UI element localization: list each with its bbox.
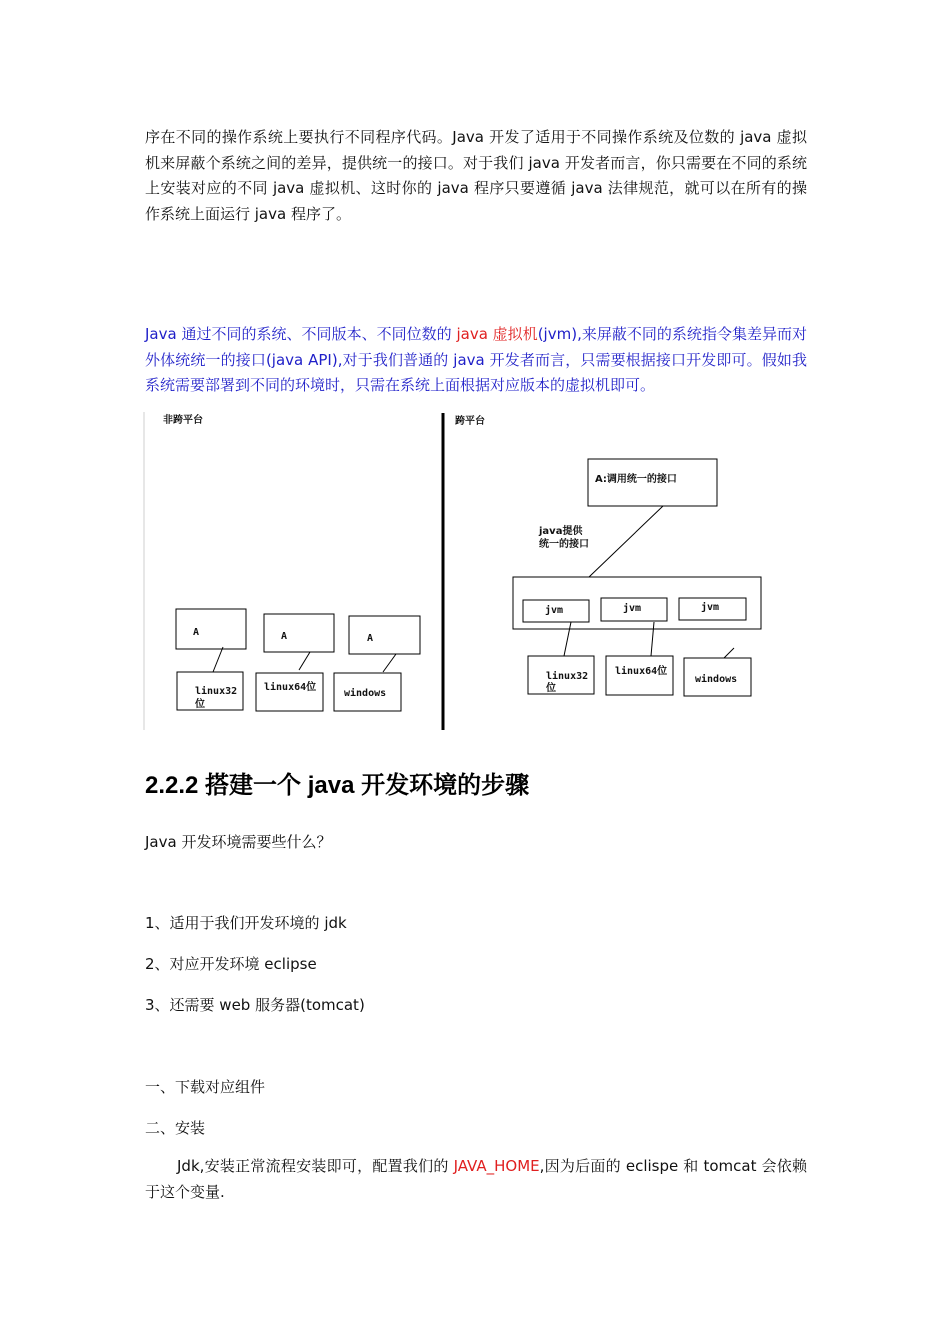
list-item: 2、对应开发环境 eclipse	[145, 955, 317, 973]
left-os-box	[177, 672, 243, 710]
svg-text:jvm: jvm	[701, 602, 720, 613]
svg-text:位: 位	[195, 699, 205, 710]
step-item: 二、安装	[145, 1119, 206, 1137]
annotation-line-2: 统一的接口	[539, 539, 589, 550]
svg-text:位: 位	[546, 683, 556, 694]
question-line: Java 开发环境需要些什么？	[145, 833, 332, 851]
jvm-connector	[564, 622, 571, 656]
svg-text:jvm: jvm	[623, 603, 642, 614]
jdk-paragraph-part2: ,因为后面的 eclispe 和 tomcat 会依赖于这个变量.	[145, 1157, 807, 1201]
left-os-box	[256, 673, 323, 711]
svg-text:A: A	[281, 631, 288, 642]
svg-text:jvm: jvm	[545, 605, 564, 616]
java-home-highlight: JAVA_HOME	[453, 1157, 540, 1175]
svg-text:linux32: linux32	[546, 671, 589, 682]
svg-text:linux64位: linux64位	[264, 682, 317, 693]
list-item: 3、还需要 web 服务器(tomcat)	[145, 996, 365, 1014]
left-title: 非跨平台	[163, 415, 203, 426]
left-connector	[383, 654, 396, 672]
jvm-connector	[651, 622, 654, 656]
svg-text:windows: windows	[344, 688, 387, 699]
section-heading: 2.2.2 搭建一个 java 开发环境的步骤	[145, 772, 530, 799]
annotation-line-1: java提供	[539, 526, 583, 537]
jvm-paragraph-part2: (jvm),来屏蔽不同的系统指令集差异而对外体统统一的接口(java API),对于我们普通的 java 开发者而言，只需要根据接口开发即可。假如我系统需要部署到不同的环境时，只需在系统上面根据对应版本的虚拟机即可。	[145, 325, 807, 394]
jvm-box	[601, 598, 667, 621]
svg-text:A: A	[367, 633, 374, 644]
jvm-box	[523, 600, 589, 622]
step-item: 一、下载对应组件	[145, 1078, 266, 1096]
svg-text:A:调用统一的接口: A:调用统一的接口	[595, 474, 677, 485]
right-os-box	[684, 658, 751, 696]
jvm-highlight: java 虚拟机	[456, 325, 538, 343]
left-os-box	[334, 673, 401, 711]
left-app-box	[349, 616, 420, 654]
platform-diagram	[143, 410, 763, 732]
right-os-box	[606, 656, 673, 695]
jvm-paragraph	[145, 322, 807, 399]
list-item: 1、适用于我们开发环境的 jdk	[145, 914, 347, 932]
left-app-box	[176, 609, 246, 649]
svg-text:linux32: linux32	[195, 686, 238, 697]
svg-text:linux64位: linux64位	[615, 666, 668, 677]
left-app-box	[264, 614, 334, 652]
svg-text:windows: windows	[695, 674, 738, 685]
right-os-box	[528, 656, 594, 694]
right-connector	[589, 506, 663, 577]
left-connector	[299, 652, 310, 670]
left-connector	[213, 647, 223, 672]
right-top-box	[588, 459, 717, 506]
intro-paragraph: 序在不同的操作系统上要执行不同程序代码。Java 开发了适用于不同操作系统及位数的 java 虚拟机来屏蔽个系统之间的差异，提供统一的接口。对于我们 java 开发者而言，你只需要在不同的系统上安装对应的不同 java 虚拟机、这时你的 java 程序只要遵循 java 法律规范，就可以在所有的操作系统上面运行 java 程序了。	[145, 128, 807, 223]
jdk-paragraph	[145, 1154, 807, 1205]
svg-text:A: A	[193, 627, 200, 638]
jdk-paragraph-part1: Jdk,安装正常流程安装即可，配置我们的	[177, 1157, 454, 1175]
jvm-box	[679, 598, 746, 620]
right-title: 跨平台	[455, 416, 485, 427]
jvm-paragraph-part1: Java 通过不同的系统、不同版本、不同位数的	[145, 325, 457, 343]
